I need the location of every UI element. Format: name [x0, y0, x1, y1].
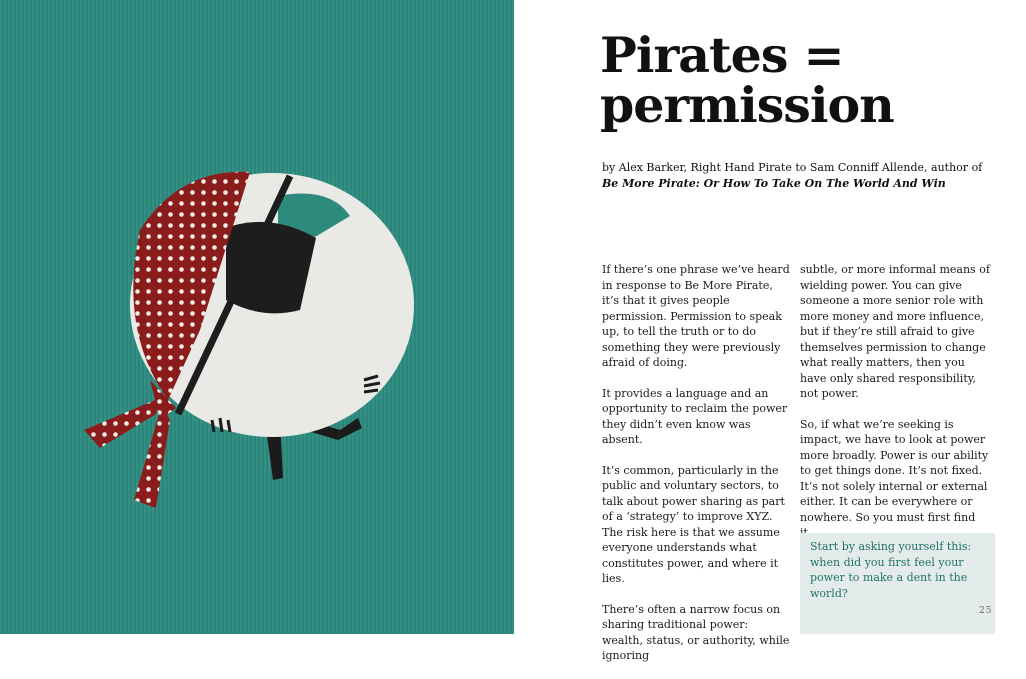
body-column-left	[602, 262, 792, 679]
paragraph: It provides a language and an opportunity to reclaim the power they didn’t even know was absent.	[602, 386, 788, 446]
byline-text: by Alex Barker, Right Hand Pirate to Sam Conniff Allende, author of	[602, 161, 983, 174]
page-number: 25	[979, 606, 993, 616]
paragraph: So, if what we’re seeking is impact, we have to look at power more broadly. Power is our ability to get things done. It’s not fixed. It’s not solely internal or external either. It can be everywhere or nowhere. So you must first find	[800, 417, 989, 524]
title-line-2: permission	[600, 76, 894, 134]
byline	[602, 160, 1022, 192]
pirate-illustration	[0, 0, 514, 634]
paragraph: It’s common, particularly in the public and voluntary sectors, to talk about power sharing as part of a ‘strategy’ to improve XYZ. The risk here is that we assume everyone understands what constitutes power, and where it lies.	[602, 463, 785, 585]
paragraph: If there’s one phrase we’ve heard in response to Be More Pirate, it’s that it gives people permission. Permission to speak up, to tell the truth or to do something they were previously afraid of doing.	[602, 263, 790, 369]
book-title: Be More Pirate: Or How To Take On The World And Win	[602, 177, 946, 190]
callout-text: Start by asking yourself this: when did you first feel your power to make a dent in the world?	[810, 540, 972, 600]
callout-box	[800, 533, 995, 634]
body-column-right	[800, 262, 990, 556]
title-line-1: Pirates =	[600, 26, 844, 84]
article-page	[514, 0, 1026, 662]
illustration-panel	[0, 0, 514, 634]
paragraph: subtle, or more informal means of wielding power. You can give someone a more senior role with more money and more influence, but if they’re still afraid to give themselves permission to change what really matters, then you have only shared responsibility, not power.	[800, 263, 990, 400]
article-title	[600, 26, 894, 134]
paragraph: There’s often a narrow focus on sharing traditional power: wealth, status, or authority, while ignoring	[602, 602, 790, 662]
